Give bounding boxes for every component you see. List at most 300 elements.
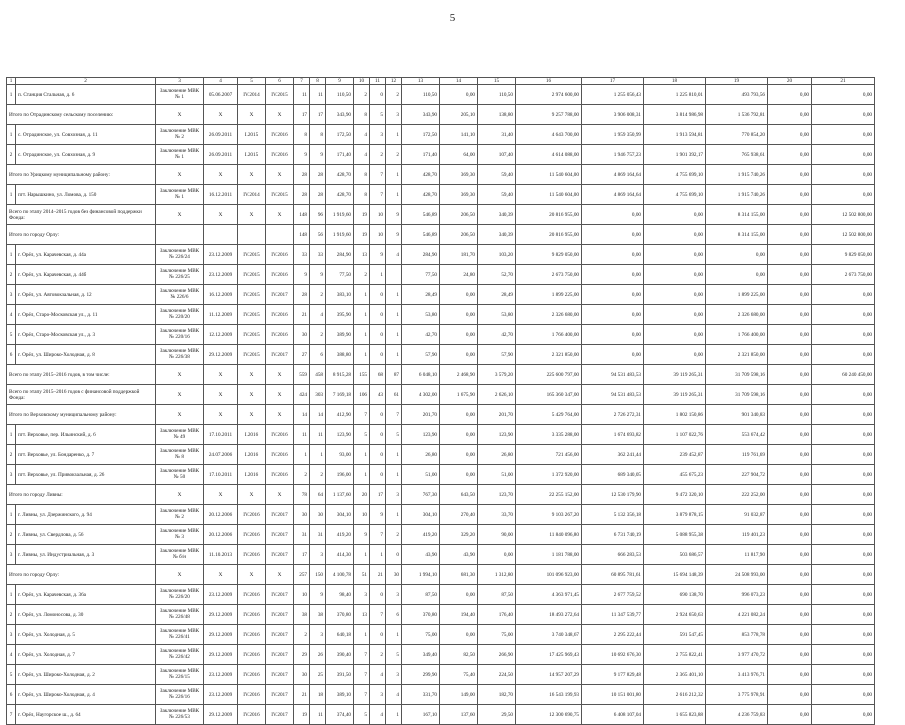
- table-cell: 10: [354, 505, 370, 525]
- table-cell: 553 674,42: [706, 425, 768, 445]
- subtotal-row: [7, 225, 875, 245]
- table-cell: 0,00: [812, 105, 875, 125]
- table-cell: 1: [354, 305, 370, 325]
- table-cell: 1: [354, 545, 370, 565]
- table-cell: X: [204, 385, 238, 405]
- table-cell: 155: [354, 365, 370, 385]
- column-number-cell: 4: [204, 78, 238, 85]
- table-cell: 4: [370, 665, 386, 685]
- table-cell: X: [204, 565, 238, 585]
- table-cell: 27: [294, 345, 310, 365]
- table-cell: X: [238, 105, 266, 125]
- subtotal-row: [7, 365, 875, 385]
- table-cell: 3: [310, 545, 326, 565]
- table-cell: IV.2016: [238, 525, 266, 545]
- column-number-cell: 20: [768, 78, 812, 85]
- table-cell: 33,70: [478, 505, 516, 525]
- table-cell: 171,40: [326, 145, 354, 165]
- table-cell: 9: [386, 225, 402, 245]
- table-cell: 205,10: [440, 105, 478, 125]
- table-cell: 3: [370, 125, 386, 145]
- column-number-cell: 5: [238, 78, 266, 85]
- table-cell: 19: [294, 705, 310, 725]
- column-number-cell: 16: [516, 78, 582, 85]
- table-cell: 28: [310, 165, 326, 185]
- table-cell: 61: [386, 385, 402, 405]
- table-cell: IV.2016: [266, 265, 294, 285]
- table-cell: 11: [294, 85, 310, 105]
- table-cell: 19: [354, 205, 370, 225]
- table-cell: 51,00: [402, 465, 440, 485]
- table-cell: 4: [386, 685, 402, 705]
- table-cell: 42,70: [478, 325, 516, 345]
- table-cell: 2 365 401,10: [644, 665, 706, 685]
- table-cell: I.2016: [238, 465, 266, 485]
- table-cell: 42,70: [402, 325, 440, 345]
- table-cell: 0,00: [812, 425, 875, 445]
- subtotal-label: Итого по городу Орлу:: [7, 565, 156, 585]
- table-cell: 1: [386, 305, 402, 325]
- table-row: [7, 705, 875, 725]
- table-cell: 0: [386, 545, 402, 565]
- table-cell: 28: [294, 285, 310, 305]
- table-cell: 4 643 700,00: [516, 125, 582, 145]
- table-cell: 1 675,90: [440, 385, 478, 405]
- table-cell: 20.12.2006: [204, 525, 238, 545]
- subtotal-label: Всего по этапу 2014–2015 годов без финансовой поддержки Фонда:: [7, 205, 156, 225]
- table-row: [7, 605, 875, 625]
- table-body: [7, 78, 875, 725]
- document-cell: Заключение МВК № 220/20: [156, 305, 204, 325]
- table-cell: 1: [7, 185, 16, 205]
- table-cell: 16 543 199,93: [516, 685, 582, 705]
- table-cell: 2: [294, 465, 310, 485]
- table-cell: 2: [7, 445, 16, 465]
- table-cell: X: [204, 105, 238, 125]
- table-cell: 2 468,90: [440, 365, 478, 385]
- column-number-cell: 21: [812, 78, 875, 85]
- address-cell: г. Орёл, ул. Широко-Холодная, д. 8: [16, 345, 156, 365]
- table-cell: 10: [370, 225, 386, 245]
- table-cell: [204, 225, 238, 245]
- table-cell: 3 740 348,67: [516, 625, 582, 645]
- table-cell: IV.2015: [266, 185, 294, 205]
- table-cell: 9: [294, 145, 310, 165]
- table-cell: 29.12.2009: [204, 625, 238, 645]
- table-cell: 0,00: [768, 185, 812, 205]
- document-cell: Заключение МВК № 220/16: [156, 325, 204, 345]
- subtotal-row: [7, 385, 875, 405]
- table-cell: 21: [370, 565, 386, 585]
- table-cell: 2 626,10: [478, 385, 516, 405]
- table-cell: 2: [294, 625, 310, 645]
- table-cell: 1: [386, 325, 402, 345]
- table-cell: 1: [386, 165, 402, 185]
- table-cell: 9 829 050,00: [516, 245, 582, 265]
- table-cell: 383,10: [326, 285, 354, 305]
- table-cell: 266,90: [478, 645, 516, 665]
- table-cell: 8 314 155,00: [706, 205, 768, 225]
- table-cell: 224,50: [478, 665, 516, 685]
- subtotal-row: [7, 205, 875, 225]
- table-cell: 68: [370, 365, 386, 385]
- table-cell: 29.12.2009: [204, 605, 238, 625]
- table-cell: 196,00: [326, 465, 354, 485]
- table-cell: 7: [370, 185, 386, 205]
- table-cell: 1 255 056,43: [582, 85, 644, 105]
- table-cell: IV.2017: [266, 545, 294, 565]
- table-cell: 91 032,87: [706, 505, 768, 525]
- table-cell: IV.2016: [238, 705, 266, 725]
- table-cell: IV.2016: [266, 325, 294, 345]
- table-cell: 1: [7, 245, 16, 265]
- document-cell: Заключение МВК № 226/16: [156, 685, 204, 705]
- table-cell: 458: [310, 365, 326, 385]
- table-cell: 9 829 050,00: [812, 245, 875, 265]
- table-cell: IV.2017: [266, 525, 294, 545]
- table-cell: 343,90: [326, 105, 354, 125]
- table-cell: 340,39: [478, 205, 516, 225]
- table-cell: 7: [370, 165, 386, 185]
- address-cell: г. Орёл, ул. Широко-Холодная, д. 4: [16, 685, 156, 705]
- column-number-cell: 19: [706, 78, 768, 85]
- table-cell: X: [156, 385, 204, 405]
- table-cell: X: [156, 565, 204, 585]
- table-cell: X: [204, 485, 238, 505]
- table-cell: 17: [370, 485, 386, 505]
- table-cell: 0,00: [768, 325, 812, 345]
- table-cell: 2: [354, 265, 370, 285]
- address-cell: г. Орёл, ул. Карачевская, д. 44б: [16, 265, 156, 285]
- table-cell: 1 919,60: [326, 205, 354, 225]
- table-cell: 9: [370, 505, 386, 525]
- document-cell: Заключение МВК № 50: [156, 465, 204, 485]
- table-cell: 340,39: [478, 225, 516, 245]
- document-cell: Заключение МВК № 226/6: [156, 285, 204, 305]
- table-cell: 9 177 829,48: [582, 665, 644, 685]
- table-row: [7, 465, 875, 485]
- table-cell: 1: [386, 505, 402, 525]
- table-cell: 1 536 792,81: [706, 105, 768, 125]
- table-cell: IV.2016: [266, 125, 294, 145]
- column-number-cell: 12: [386, 78, 402, 85]
- table-cell: 77,50: [402, 265, 440, 285]
- table-cell: IV.2017: [266, 685, 294, 705]
- document-cell: Заключение МВК № 226/38: [156, 345, 204, 365]
- table-cell: 0,00: [768, 705, 812, 725]
- address-cell: г. Орёл, ул. Холодная, д. 7: [16, 645, 156, 665]
- table-cell: 1 655 823,88: [644, 705, 706, 725]
- table-cell: 428,70: [402, 165, 440, 185]
- table-cell: 0,00: [768, 645, 812, 665]
- table-cell: 9: [310, 265, 326, 285]
- table-cell: 0,00: [812, 505, 875, 525]
- table-row: [7, 525, 875, 545]
- table-cell: 17.10.2011: [204, 465, 238, 485]
- table-cell: 15 694 148,39: [644, 565, 706, 585]
- table-cell: 138,80: [478, 105, 516, 125]
- table-cell: 0: [370, 405, 386, 425]
- table-cell: 2: [310, 285, 326, 305]
- table-cell: 23.12.2009: [204, 265, 238, 285]
- table-cell: 123,90: [326, 425, 354, 445]
- table-cell: 390,40: [326, 645, 354, 665]
- table-cell: 26,80: [402, 445, 440, 465]
- column-number-cell: 2: [16, 78, 156, 85]
- table-row: [7, 245, 875, 265]
- table-cell: 11.10.2013: [204, 545, 238, 565]
- table-row: [7, 185, 875, 205]
- table-cell: I.2015: [238, 125, 266, 145]
- table-cell: 57,90: [402, 345, 440, 365]
- table-cell: 206,50: [440, 225, 478, 245]
- table-cell: 2: [7, 145, 16, 165]
- table-cell: 110,50: [326, 85, 354, 105]
- table-cell: 0,00: [768, 145, 812, 165]
- table-cell: 643,50: [440, 485, 478, 505]
- table-cell: 11: [310, 85, 326, 105]
- table-row: [7, 285, 875, 305]
- column-number-cell: 3: [156, 78, 204, 85]
- table-cell: IV.2016: [238, 545, 266, 565]
- table-cell: X: [266, 365, 294, 385]
- table-cell: 303: [310, 385, 326, 405]
- table-cell: 11 540 604,00: [516, 185, 582, 205]
- table-cell: 0,00: [440, 345, 478, 365]
- table-cell: 1: [354, 325, 370, 345]
- table-cell: 0,00: [768, 545, 812, 565]
- table-cell: 284,90: [326, 245, 354, 265]
- table-cell: 3: [370, 685, 386, 705]
- table-cell: X: [238, 365, 266, 385]
- table-cell: IV.2016: [238, 625, 266, 645]
- table-cell: 284,90: [402, 245, 440, 265]
- table-cell: 1: [386, 465, 402, 485]
- table-cell: 0,00: [768, 125, 812, 145]
- table-cell: X: [204, 405, 238, 425]
- table-cell: 94 531 483,53: [582, 385, 644, 405]
- table-cell: 52,70: [478, 265, 516, 285]
- address-cell: г. Орёл, Наугорское ш., д. 64: [16, 705, 156, 725]
- table-cell: 1: [310, 445, 326, 465]
- column-number-cell: 8: [310, 78, 326, 85]
- table-cell: X: [266, 205, 294, 225]
- table-cell: 5 132 356,18: [582, 505, 644, 525]
- table-cell: 2 326 680,00: [706, 305, 768, 325]
- table-cell: 1: [7, 425, 16, 445]
- table-cell: IV.2017: [266, 705, 294, 725]
- table-cell: 388,80: [326, 345, 354, 365]
- table-cell: 666 283,53: [582, 545, 644, 565]
- table-cell: 53,80: [478, 305, 516, 325]
- table-cell: 765 938,61: [706, 145, 768, 165]
- table-cell: 1 913 594,81: [644, 125, 706, 145]
- table-cell: I.2016: [238, 445, 266, 465]
- column-number-cell: 9: [326, 78, 354, 85]
- table-cell: 4: [7, 305, 16, 325]
- table-cell: 93,00: [326, 445, 354, 465]
- table-cell: 11.12.2009: [204, 305, 238, 325]
- table-cell: 29,50: [478, 705, 516, 725]
- table-cell: 172,50: [402, 125, 440, 145]
- table-cell: 31 709 598,16: [706, 385, 768, 405]
- table-cell: 1 225 810,01: [644, 85, 706, 105]
- table-cell: 11 540 604,00: [516, 165, 582, 185]
- table-cell: 75,00: [478, 625, 516, 645]
- table-cell: 29.12.2009: [204, 345, 238, 365]
- table-cell: 2 974 600,00: [516, 85, 582, 105]
- table-cell: 2 326 680,00: [516, 305, 582, 325]
- table-cell: 150: [310, 565, 326, 585]
- table-cell: 3 906 008,31: [582, 105, 644, 125]
- table-cell: 349,40: [402, 645, 440, 665]
- table-cell: 77,50: [326, 265, 354, 285]
- table-cell: 4 869 164,64: [582, 165, 644, 185]
- table-cell: 7: [370, 605, 386, 625]
- document-cell: Заключение МВК № 1: [156, 145, 204, 165]
- table-cell: 0,00: [768, 265, 812, 285]
- table-cell: 5: [386, 425, 402, 445]
- table-cell: 17: [294, 105, 310, 125]
- table-cell: 206,50: [440, 205, 478, 225]
- table-cell: 0: [370, 325, 386, 345]
- table-row: [7, 305, 875, 325]
- table-cell: X: [156, 405, 204, 425]
- subtotal-row: [7, 485, 875, 505]
- table-cell: 1: [294, 445, 310, 465]
- table-cell: 0,00: [768, 465, 812, 485]
- table-cell: 0,00: [768, 205, 812, 225]
- table-cell: X: [204, 365, 238, 385]
- table-cell: 0,00: [582, 205, 644, 225]
- table-cell: 107,40: [478, 145, 516, 165]
- table-cell: 0,00: [768, 105, 812, 125]
- table-cell: X: [266, 565, 294, 585]
- table-cell: 493 793,56: [706, 85, 768, 105]
- table-cell: IV.2015: [238, 265, 266, 285]
- table-cell: 0,00: [582, 285, 644, 305]
- table-cell: 137,60: [440, 705, 478, 725]
- table-cell: 11: [310, 705, 326, 725]
- table-row: [7, 625, 875, 645]
- table-cell: 141,10: [440, 125, 478, 145]
- table-cell: 1 107 022,76: [644, 425, 706, 445]
- table-cell: 3 775 978,91: [706, 685, 768, 705]
- table-cell: 23.12.2009: [204, 665, 238, 685]
- table-cell: 148: [294, 225, 310, 245]
- table-cell: 0,00: [812, 125, 875, 145]
- table-cell: 38: [294, 605, 310, 625]
- table-cell: 2 321 850,00: [516, 345, 582, 365]
- document-cell: Заключение МВК № 226/48: [156, 605, 204, 625]
- table-cell: 0,00: [440, 285, 478, 305]
- address-cell: г. Орёл, Старо-Московская ул., д. 3: [16, 325, 156, 345]
- address-cell: г. Орёл, ул. Автовокзальная, д. 12: [16, 285, 156, 305]
- table-cell: 0,00: [812, 345, 875, 365]
- table-cell: 1 766 400,00: [516, 325, 582, 345]
- table-cell: 4 614 088,00: [516, 145, 582, 165]
- column-number-cell: 11: [370, 78, 386, 85]
- table-cell: 0,00: [812, 165, 875, 185]
- table-cell: 546,89: [402, 225, 440, 245]
- table-cell: 1 137,60: [326, 485, 354, 505]
- table-cell: 369,30: [440, 165, 478, 185]
- table-cell: 106: [354, 385, 370, 405]
- table-cell: 0,00: [768, 685, 812, 705]
- table-cell: 30: [294, 665, 310, 685]
- table-cell: 7: [354, 645, 370, 665]
- table-cell: 21: [294, 305, 310, 325]
- table-cell: 1 946 757,23: [582, 145, 644, 165]
- table-cell: 0,00: [440, 445, 478, 465]
- table-cell: 2: [386, 85, 402, 105]
- table-row: [7, 345, 875, 365]
- table-cell: IV.2017: [266, 625, 294, 645]
- table-cell: 546,89: [402, 205, 440, 225]
- table-cell: 0,00: [768, 85, 812, 105]
- table-cell: 0,00: [644, 285, 706, 305]
- table-cell: 0,00: [644, 345, 706, 365]
- table-cell: 270,40: [440, 505, 478, 525]
- table-cell: 0,00: [768, 565, 812, 585]
- table-cell: 1 899 225,00: [706, 285, 768, 305]
- table-cell: 5: [7, 325, 16, 345]
- table-cell: IV.2015: [238, 305, 266, 325]
- address-cell: г. Орёл, ул. Карачевская, д. 44а: [16, 245, 156, 265]
- table-cell: 2 321 850,00: [706, 345, 768, 365]
- table-cell: 10 692 676,30: [582, 645, 644, 665]
- table-cell: 391,50: [326, 665, 354, 685]
- table-cell: 374,40: [326, 705, 354, 725]
- table-cell: 3 579,20: [478, 365, 516, 385]
- table-cell: 395,90: [326, 305, 354, 325]
- table-cell: 0,00: [768, 385, 812, 405]
- table-cell: 0,00: [644, 245, 706, 265]
- table-cell: 0,00: [812, 645, 875, 665]
- table-cell: 28: [310, 185, 326, 205]
- table-cell: 0,00: [812, 385, 875, 405]
- table-cell: 369,30: [440, 185, 478, 205]
- table-cell: 9: [294, 265, 310, 285]
- table-cell: 9: [370, 245, 386, 265]
- table-cell: 1 766 400,00: [706, 325, 768, 345]
- table-cell: 60 240 450,00: [812, 365, 875, 385]
- table-cell: 11 817,90: [706, 545, 768, 565]
- table-cell: 1: [354, 345, 370, 365]
- table-cell: 26,80: [478, 445, 516, 465]
- table-cell: 0,00: [768, 445, 812, 465]
- table-cell: 3 814 986,98: [644, 105, 706, 125]
- subtotal-label: Всего по этапу 2015–2016 годов с финансовой поддержкой Фонда:: [7, 385, 156, 405]
- table-cell: 7: [386, 405, 402, 425]
- table-cell: X: [156, 205, 204, 225]
- table-cell: 227 904,72: [706, 465, 768, 485]
- table-cell: IV.2015: [238, 325, 266, 345]
- table-cell: 123,70: [478, 485, 516, 505]
- table-cell: 7: [370, 525, 386, 545]
- document-cell: Заключение МВК № 8: [156, 445, 204, 465]
- table-cell: IV.2017: [266, 345, 294, 365]
- column-number-row: [7, 78, 875, 85]
- table-cell: 9: [310, 585, 326, 605]
- table-cell: I.2016: [238, 425, 266, 445]
- table-cell: 59,40: [478, 165, 516, 185]
- table-cell: 424: [294, 385, 310, 405]
- table-row: [7, 85, 875, 105]
- table-cell: 2: [7, 605, 16, 625]
- table-cell: 0,00: [440, 85, 478, 105]
- table-cell: 33: [294, 245, 310, 265]
